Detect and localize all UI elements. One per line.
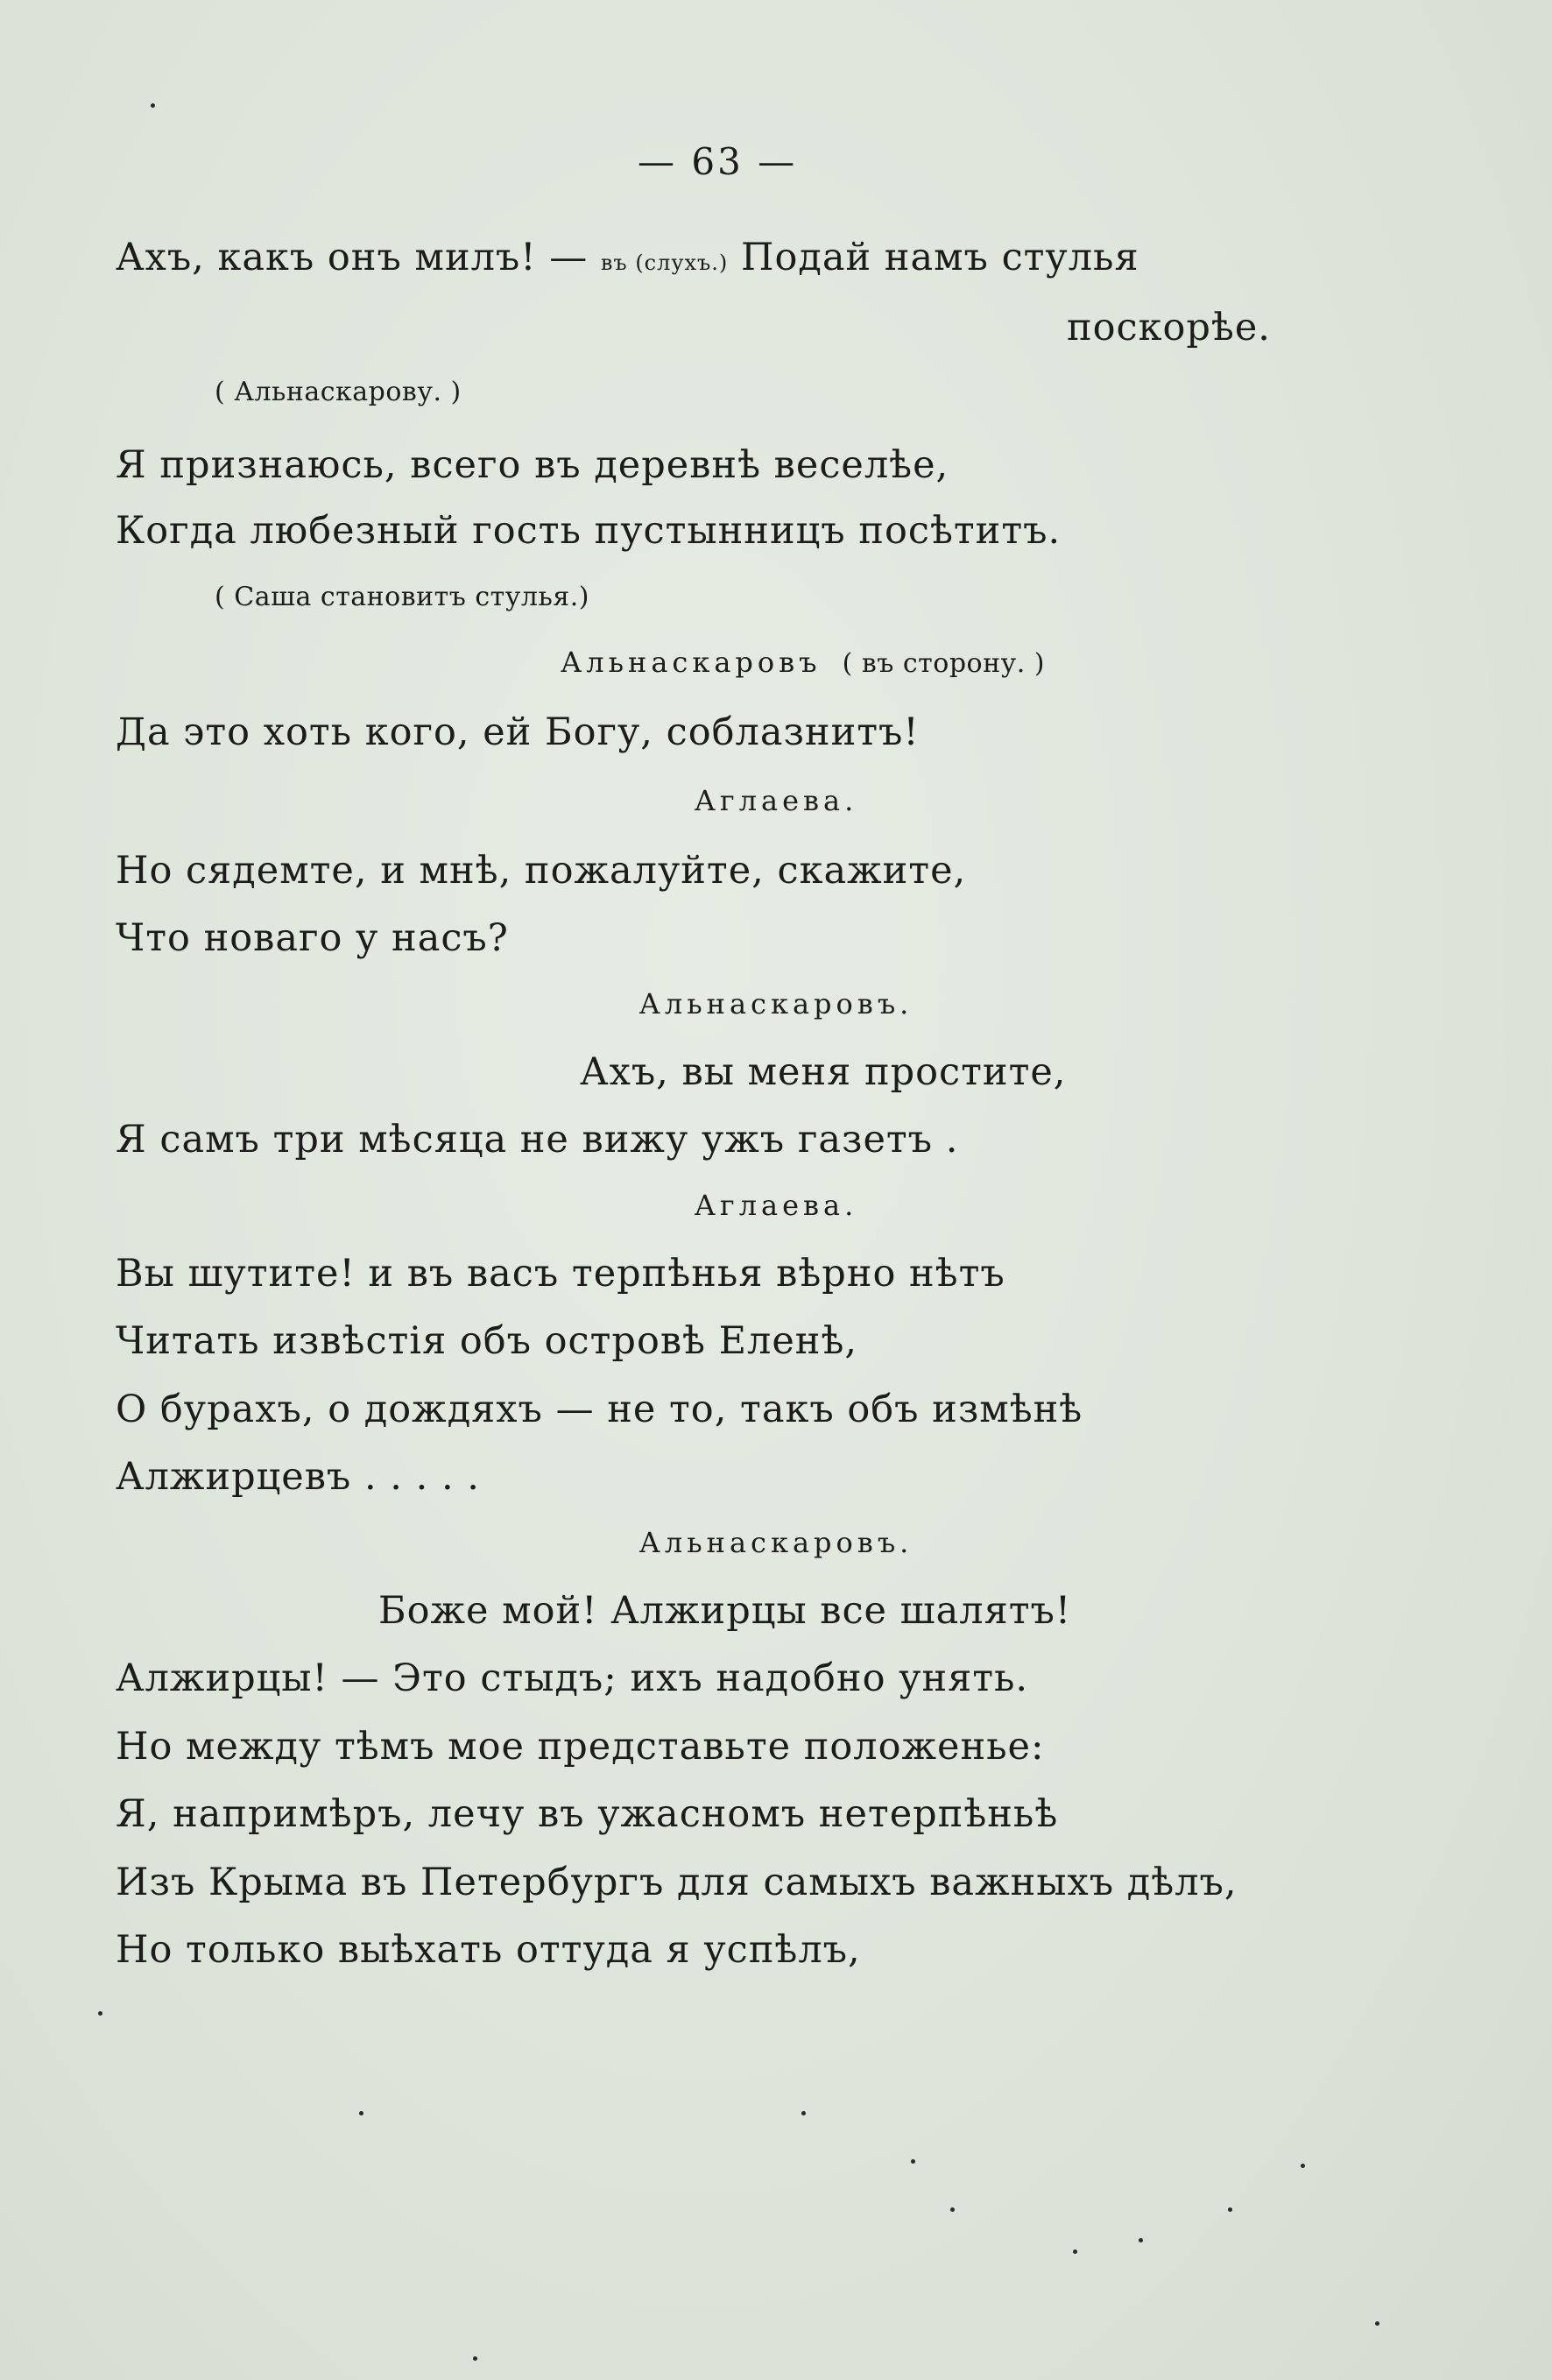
verse-line-9: Я самъ три мѣсяца не вижу ужъ газетъ . (116, 1118, 959, 1162)
paper-speck (473, 2356, 477, 2361)
paper-speck (1139, 2238, 1143, 2242)
speaker-name-2: Аглаева. (694, 784, 858, 817)
aside-stage-direction: въ (слухъ.) (600, 251, 729, 275)
speaker-name-5: Альнаскаровъ. (638, 1526, 914, 1559)
paper-speck (1228, 2207, 1232, 2212)
paper-speck (1301, 2164, 1305, 2168)
verse-line-8: Ахъ, вы меня простите, (580, 1050, 1067, 1094)
verse-line-19: Но только выѣхать оттуда я успѣлъ, (116, 1928, 861, 1972)
paper-speck (911, 2159, 915, 2164)
paper-speck (1073, 2249, 1077, 2254)
paper-speck (151, 103, 155, 108)
verse-line-14: Боже мой! Алжирцы все шалятъ! (378, 1589, 1072, 1633)
verse-line-4: Когда любезный гость пустынницъ посѣтитъ. (116, 509, 1062, 553)
speaker-line-1 (561, 648, 1045, 677)
verse-line-12: О бурахъ, о дождяхъ — не то, такъ объ измѣнѣ (116, 1388, 1083, 1431)
verse-line-11: Читать извѣстія объ островѣ Еленѣ, (116, 1319, 858, 1363)
verse-line-1 (116, 236, 1139, 279)
paper-speck (801, 2111, 806, 2115)
verse-line-15: Алжирцы! — Это стыдъ; ихъ надобно унять. (116, 1656, 1029, 1700)
verse-line-18: Изъ Крыма въ Петербургъ для самыхъ важныхъ дѣлъ, (116, 1861, 1238, 1904)
verse-line-2: поскорѣе. (1067, 306, 1271, 350)
verse-line-3: Я признаюсь, всего въ деревнѣ веселѣе, (116, 443, 949, 487)
paper-speck (1375, 2321, 1379, 2326)
speaker-name: Альнаскаровъ (561, 646, 822, 679)
verse-line-13: Алжирцевъ . . . . . (116, 1455, 480, 1499)
stage-direction-3: ( въ сторону. ) (842, 648, 1046, 679)
verse-line-1-end: Подай намъ стулья (740, 236, 1139, 279)
stage-direction-1: ( Альнаскарову. ) (215, 377, 462, 407)
paper-speck (98, 2011, 102, 2016)
verse-line-17: Я, напримѣръ, лечу въ ужасномъ нетерпѣньѣ (116, 1792, 1059, 1836)
speaker-name-4: Аглаева. (694, 1189, 858, 1222)
verse-line-16: Но между тѣмъ мое представьте положенье: (116, 1725, 1045, 1769)
verse-line-7: Что новаго у насъ? (116, 916, 509, 960)
verse-line-6: Но сядемте, и мнѣ, пожалуйте, скажите, (116, 849, 967, 893)
verse-line-10: Вы шутите! и въ васъ терпѣнья вѣрно нѣтъ (116, 1252, 1005, 1296)
speaker-name-3: Альнаскаровъ. (638, 987, 914, 1021)
page-number: — 63 — (638, 140, 798, 183)
verse-line-5: Да это хоть кого, ей Богу, соблазнитъ! (116, 710, 920, 754)
paper-speck (950, 2207, 955, 2212)
stage-direction-2: ( Саша становитъ стулья.) (215, 582, 589, 612)
paper-speck (359, 2111, 363, 2115)
verse-line-1-text: Ахъ, какъ онъ милъ! — (116, 236, 589, 279)
